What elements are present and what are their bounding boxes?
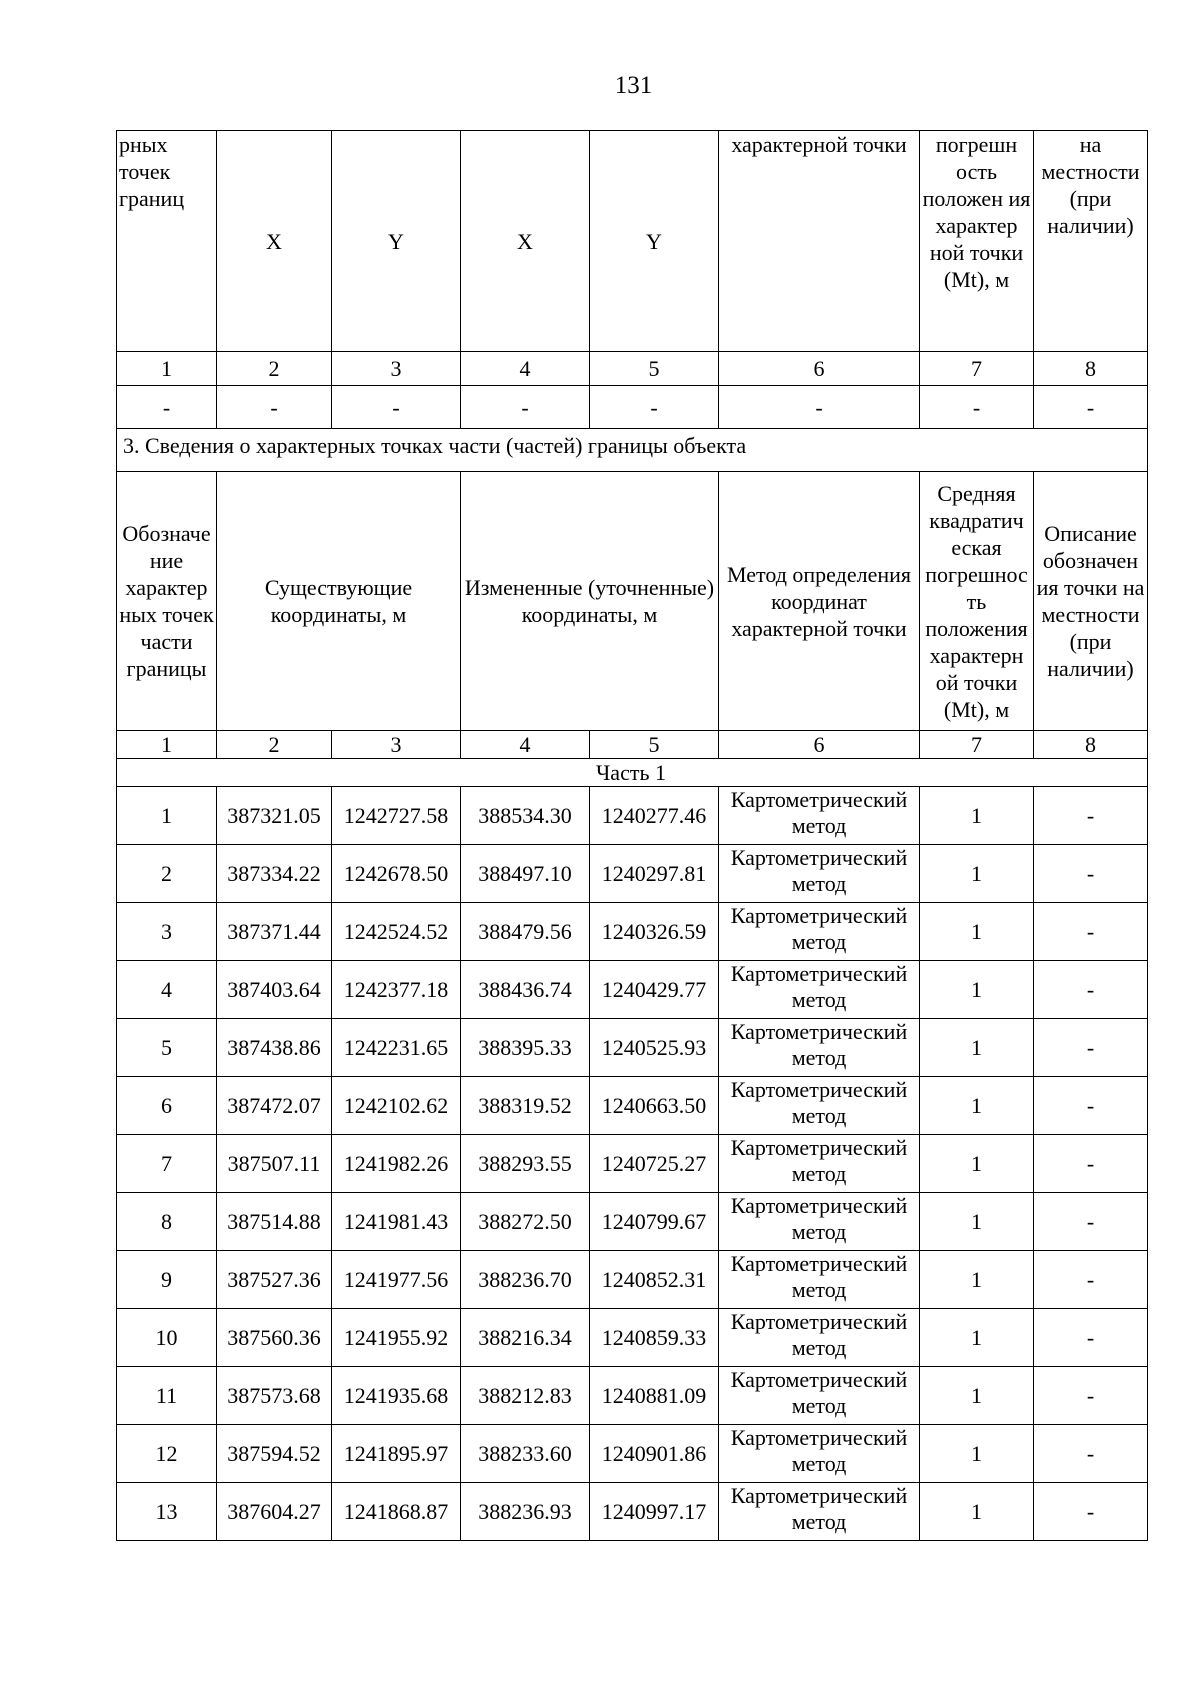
column-number: 2 bbox=[217, 731, 332, 759]
changed-y-cell: 1240277.46 bbox=[590, 787, 719, 845]
existing-y-cell: 1241868.87 bbox=[332, 1483, 461, 1541]
changed-y-cell: 1240881.09 bbox=[590, 1367, 719, 1425]
existing-x-cell: 387438.86 bbox=[217, 1019, 332, 1077]
column-number: 1 bbox=[117, 731, 217, 759]
column-number: 4 bbox=[461, 352, 590, 386]
empty-cell: - bbox=[590, 386, 719, 429]
column-number: 7 bbox=[920, 352, 1034, 386]
description-cell: - bbox=[1034, 1367, 1148, 1425]
existing-x-cell: 387560.36 bbox=[217, 1309, 332, 1367]
method-cell: Картометрический метод bbox=[719, 1367, 920, 1425]
mt-error-cell: 1 bbox=[920, 1193, 1034, 1251]
existing-y-cell: 1241935.68 bbox=[332, 1367, 461, 1425]
changed-y-cell: 1240901.86 bbox=[590, 1425, 719, 1483]
description-cell: - bbox=[1034, 845, 1148, 903]
mt-error-cell: 1 bbox=[920, 903, 1034, 961]
description-cell: - bbox=[1034, 1483, 1148, 1541]
part-label: Часть 1 bbox=[117, 759, 1148, 787]
point-number-cell: 7 bbox=[117, 1135, 217, 1193]
description-cell: - bbox=[1034, 787, 1148, 845]
existing-x-cell: 387507.11 bbox=[217, 1135, 332, 1193]
existing-x-cell: 387527.36 bbox=[217, 1251, 332, 1309]
mt-error-cell: 1 bbox=[920, 1077, 1034, 1135]
column-number: 4 bbox=[461, 731, 590, 759]
empty-cell: - bbox=[1034, 386, 1148, 429]
mt-error-cell: 1 bbox=[920, 961, 1034, 1019]
column-number: 7 bbox=[920, 731, 1034, 759]
changed-x-cell: 388436.74 bbox=[461, 961, 590, 1019]
changed-x-cell: 388534.30 bbox=[461, 787, 590, 845]
mt-error-cell: 1 bbox=[920, 1483, 1034, 1541]
method-cell: Картометрический метод bbox=[719, 1077, 920, 1135]
table-row bbox=[117, 845, 1148, 903]
changed-y-cell: 1240859.33 bbox=[590, 1309, 719, 1367]
table-row bbox=[117, 1251, 1148, 1309]
point-number-cell: 10 bbox=[117, 1309, 217, 1367]
method-cell: Картометрический метод bbox=[719, 1425, 920, 1483]
empty-cell: - bbox=[719, 386, 920, 429]
changed-y-cell: 1240525.93 bbox=[590, 1019, 719, 1077]
mt-error-cell: 1 bbox=[920, 1425, 1034, 1483]
column-number: 6 bbox=[719, 352, 920, 386]
page-number: 131 bbox=[614, 72, 653, 99]
method-cell: Картометрический метод bbox=[719, 845, 920, 903]
column-number: 1 bbox=[117, 352, 217, 386]
header-method: Метод определения координат характерной точки bbox=[719, 472, 920, 731]
mt-error-cell: 1 bbox=[920, 787, 1034, 845]
existing-y-cell: 1241955.92 bbox=[332, 1309, 461, 1367]
section-title: 3. Сведения о характерных точках части (частей) границы объекта bbox=[117, 429, 1148, 472]
mt-error-cell: 1 bbox=[920, 1367, 1034, 1425]
table-row bbox=[117, 787, 1148, 845]
method-cell: Картометрический метод bbox=[719, 1309, 920, 1367]
existing-y-cell: 1241981.43 bbox=[332, 1193, 461, 1251]
point-number-cell: 12 bbox=[117, 1425, 217, 1483]
changed-y-cell: 1240429.77 bbox=[590, 961, 719, 1019]
header-point-designation: Обозначе ние характер ных точек части границы bbox=[117, 472, 217, 731]
table-row bbox=[117, 1077, 1148, 1135]
changed-x-cell: 388272.50 bbox=[461, 1193, 590, 1251]
changed-x-cell: 388395.33 bbox=[461, 1019, 590, 1077]
column-number: 5 bbox=[590, 731, 719, 759]
column-number: 8 bbox=[1034, 731, 1148, 759]
empty-cell: - bbox=[332, 386, 461, 429]
column-number: 6 bbox=[719, 731, 920, 759]
mt-error-cell: 1 bbox=[920, 1019, 1034, 1077]
changed-x-cell: 388236.70 bbox=[461, 1251, 590, 1309]
description-cell: - bbox=[1034, 1019, 1148, 1077]
table-row bbox=[117, 1425, 1148, 1483]
header-changed-x: X bbox=[461, 131, 590, 352]
header-changed-y: Y bbox=[590, 131, 719, 352]
changed-x-cell: 388479.56 bbox=[461, 903, 590, 961]
header-existing-y: Y bbox=[332, 131, 461, 352]
table-row bbox=[117, 1309, 1148, 1367]
method-cell: Картометрический метод bbox=[719, 961, 920, 1019]
point-number-cell: 1 bbox=[117, 787, 217, 845]
column-number: 5 bbox=[590, 352, 719, 386]
existing-x-cell: 387403.64 bbox=[217, 961, 332, 1019]
method-cell: Картометрический метод bbox=[719, 1483, 920, 1541]
existing-x-cell: 387514.88 bbox=[217, 1193, 332, 1251]
point-number-cell: 13 bbox=[117, 1483, 217, 1541]
point-number-cell: 6 bbox=[117, 1077, 217, 1135]
header-existing-x: X bbox=[217, 131, 332, 352]
method-cell: Картометрический метод bbox=[719, 903, 920, 961]
changed-y-cell: 1240852.31 bbox=[590, 1251, 719, 1309]
changed-y-cell: 1240663.50 bbox=[590, 1077, 719, 1135]
existing-y-cell: 1242727.58 bbox=[332, 787, 461, 845]
empty-data-row bbox=[117, 386, 1148, 429]
part-label-row bbox=[117, 759, 1148, 787]
existing-y-cell: 1241982.26 bbox=[332, 1135, 461, 1193]
header-mt-error: Средняя квадратич еская погрешнос ть положения характерн ой точки (Mt), м bbox=[920, 472, 1034, 731]
column-number: 2 bbox=[217, 352, 332, 386]
boundary-points-table bbox=[116, 130, 1148, 1541]
description-cell: - bbox=[1034, 1309, 1148, 1367]
continued-header-row bbox=[117, 131, 1148, 352]
mt-error-cell: 1 bbox=[920, 1135, 1034, 1193]
column-number: 8 bbox=[1034, 352, 1148, 386]
table-row bbox=[117, 1367, 1148, 1425]
existing-x-cell: 387573.68 bbox=[217, 1367, 332, 1425]
section-title-row bbox=[117, 429, 1148, 472]
header-changed-coordinates: Измененные (уточненные) координаты, м bbox=[461, 472, 719, 731]
column-numbers-row bbox=[117, 731, 1148, 759]
existing-y-cell: 1242231.65 bbox=[332, 1019, 461, 1077]
description-cell: - bbox=[1034, 961, 1148, 1019]
changed-y-cell: 1240725.27 bbox=[590, 1135, 719, 1193]
existing-y-cell: 1242524.52 bbox=[332, 903, 461, 961]
column-number: 3 bbox=[332, 731, 461, 759]
header-point-designation: рных точек границ bbox=[117, 131, 217, 352]
existing-x-cell: 387472.07 bbox=[217, 1077, 332, 1135]
header-description: Описание обозначен ия точки на местности (при наличии) bbox=[1034, 472, 1148, 731]
existing-y-cell: 1242102.62 bbox=[332, 1077, 461, 1135]
description-cell: - bbox=[1034, 1077, 1148, 1135]
changed-x-cell: 388233.60 bbox=[461, 1425, 590, 1483]
existing-x-cell: 387334.22 bbox=[217, 845, 332, 903]
method-cell: Картометрический метод bbox=[719, 1193, 920, 1251]
point-number-cell: 2 bbox=[117, 845, 217, 903]
table-row bbox=[117, 1483, 1148, 1541]
table-row bbox=[117, 1135, 1148, 1193]
changed-y-cell: 1240326.59 bbox=[590, 903, 719, 961]
description-cell: - bbox=[1034, 903, 1148, 961]
changed-x-cell: 388216.34 bbox=[461, 1309, 590, 1367]
table-row bbox=[117, 961, 1148, 1019]
point-number-cell: 3 bbox=[117, 903, 217, 961]
existing-x-cell: 387371.44 bbox=[217, 903, 332, 961]
table-row bbox=[117, 903, 1148, 961]
existing-x-cell: 387594.52 bbox=[217, 1425, 332, 1483]
column-numbers-row bbox=[117, 352, 1148, 386]
changed-x-cell: 388293.55 bbox=[461, 1135, 590, 1193]
point-number-cell: 5 bbox=[117, 1019, 217, 1077]
point-number-cell: 4 bbox=[117, 961, 217, 1019]
column-number: 3 bbox=[332, 352, 461, 386]
method-cell: Картометрический метод bbox=[719, 1251, 920, 1309]
mt-error-cell: 1 bbox=[920, 1251, 1034, 1309]
table-row bbox=[117, 1193, 1148, 1251]
header-description: на местности (при наличии) bbox=[1034, 131, 1148, 352]
header-existing-coordinates: Существующие координаты, м bbox=[217, 472, 461, 731]
changed-y-cell: 1240799.67 bbox=[590, 1193, 719, 1251]
method-cell: Картометрический метод bbox=[719, 1019, 920, 1077]
header-mt-error: погрешн ость положен ия характер ной точки (Mt), м bbox=[920, 131, 1034, 352]
existing-x-cell: 387321.05 bbox=[217, 787, 332, 845]
section-header-row bbox=[117, 472, 1148, 731]
point-number-cell: 9 bbox=[117, 1251, 217, 1309]
empty-cell: - bbox=[461, 386, 590, 429]
description-cell: - bbox=[1034, 1251, 1148, 1309]
existing-y-cell: 1242377.18 bbox=[332, 961, 461, 1019]
changed-x-cell: 388236.93 bbox=[461, 1483, 590, 1541]
table-row bbox=[117, 1019, 1148, 1077]
empty-cell: - bbox=[217, 386, 332, 429]
existing-y-cell: 1241977.56 bbox=[332, 1251, 461, 1309]
mt-error-cell: 1 bbox=[920, 845, 1034, 903]
method-cell: Картометрический метод bbox=[719, 1135, 920, 1193]
changed-y-cell: 1240297.81 bbox=[590, 845, 719, 903]
header-method: характерной точки bbox=[719, 131, 920, 352]
existing-x-cell: 387604.27 bbox=[217, 1483, 332, 1541]
description-cell: - bbox=[1034, 1425, 1148, 1483]
point-number-cell: 11 bbox=[117, 1367, 217, 1425]
empty-cell: - bbox=[117, 386, 217, 429]
existing-y-cell: 1242678.50 bbox=[332, 845, 461, 903]
mt-error-cell: 1 bbox=[920, 1309, 1034, 1367]
existing-y-cell: 1241895.97 bbox=[332, 1425, 461, 1483]
description-cell: - bbox=[1034, 1193, 1148, 1251]
changed-x-cell: 388497.10 bbox=[461, 845, 590, 903]
point-number-cell: 8 bbox=[117, 1193, 217, 1251]
description-cell: - bbox=[1034, 1135, 1148, 1193]
method-cell: Картометрический метод bbox=[719, 787, 920, 845]
empty-cell: - bbox=[920, 386, 1034, 429]
changed-x-cell: 388212.83 bbox=[461, 1367, 590, 1425]
changed-y-cell: 1240997.17 bbox=[590, 1483, 719, 1541]
changed-x-cell: 388319.52 bbox=[461, 1077, 590, 1135]
